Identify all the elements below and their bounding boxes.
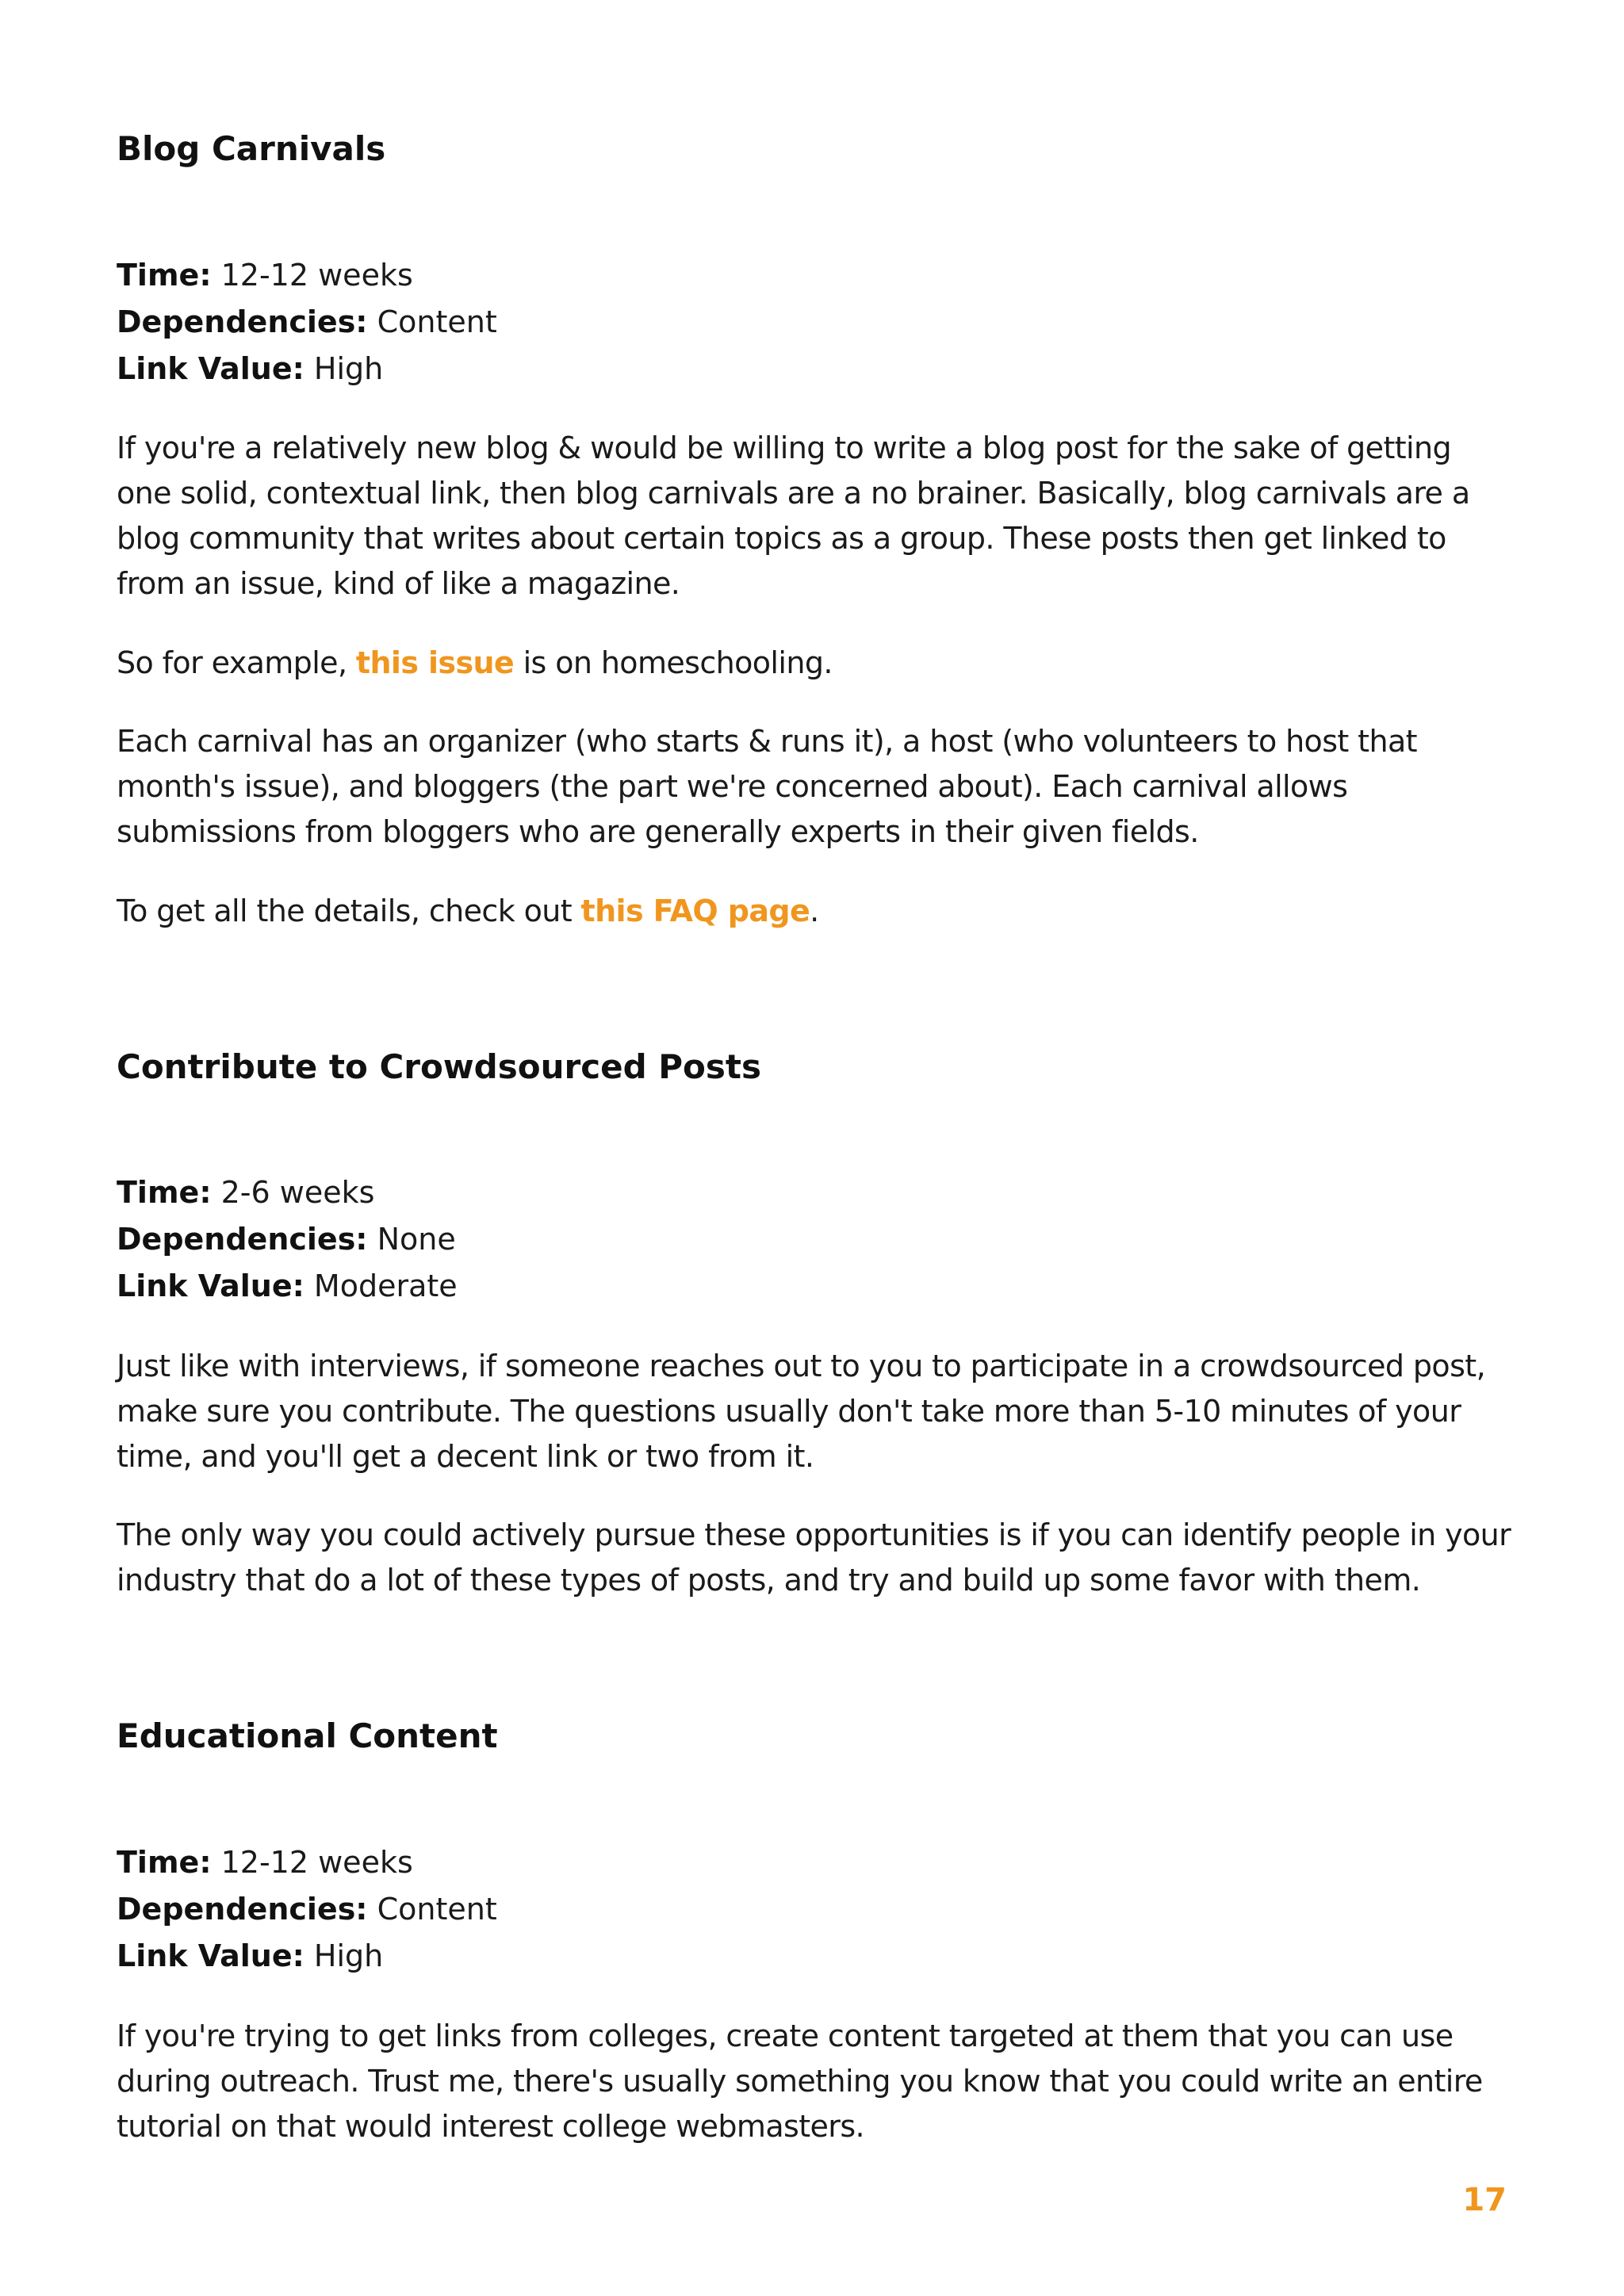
time-value: 12-12 weeks xyxy=(220,258,413,293)
link-value-label: Link Value: xyxy=(117,351,304,386)
section-meta xyxy=(117,252,497,392)
section-educational-content xyxy=(117,1714,1512,1758)
time-label: Time: xyxy=(117,1845,212,1880)
this-issue-link[interactable]: this issue xyxy=(355,645,515,680)
link-value-value: High xyxy=(313,351,384,386)
meta-dependencies xyxy=(117,1216,458,1263)
paragraph xyxy=(117,641,1512,686)
meta-dependencies xyxy=(117,1886,497,1933)
section-meta xyxy=(117,1839,497,1980)
paragraph: The only way you could actively pursue these opportunities is if you can identify people in your industry that do a lot of these types of posts, and try and build up some favor with them. xyxy=(117,1517,1511,1598)
paragraph: If you're trying to get links from colleges, create content targeted at them that you can use during outreach. Trust me, there's usually something you know that you could write an entire tutorial on that would interest college webmasters. xyxy=(117,2019,1483,2144)
dependencies-value: Content xyxy=(377,1892,497,1927)
paragraph: If you're a relatively new blog & would be willing to write a blog post for the sake of getting one solid, contextual link, then blog carnivals are a no brainer. Basically, blog carnivals are a blog community that writes about certain topics as a group. These posts then get linked to from an issue, kind of like a magazine. xyxy=(117,430,1470,601)
section-crowdsourced-posts xyxy=(117,1045,1512,1089)
dependencies-label: Dependencies: xyxy=(117,1892,368,1927)
link-value-label: Link Value: xyxy=(117,1938,304,1973)
section-heading: Educational Content xyxy=(117,1716,498,1755)
dependencies-label: Dependencies: xyxy=(117,304,368,339)
meta-time xyxy=(117,252,497,299)
meta-link-value xyxy=(117,1263,458,1310)
link-value-label: Link Value: xyxy=(117,1269,304,1303)
link-value-value: High xyxy=(313,1938,384,1973)
paragraph: Each carnival has an organizer (who starts & runs it), a host (who volunteers to host that month's issue), and bloggers (the part we're concerned about). Each carnival allows submissions from bloggers who are generally experts in their given fields. xyxy=(117,724,1417,849)
section-blog-carnivals xyxy=(117,127,1512,171)
meta-link-value xyxy=(117,1933,497,1980)
link-value-value: Moderate xyxy=(313,1269,458,1303)
meta-link-value xyxy=(117,346,497,392)
paragraph-text: So for example, xyxy=(117,645,356,680)
paragraph-text: . xyxy=(810,894,819,928)
time-value: 12-12 weeks xyxy=(220,1845,413,1880)
meta-dependencies xyxy=(117,299,497,346)
meta-time xyxy=(117,1839,497,1886)
section-heading: Blog Carnivals xyxy=(117,129,386,168)
page-number: 17 xyxy=(1462,2182,1507,2218)
paragraph: Just like with interviews, if someone reaches out to you to participate in a crowdsourced post, make sure you contribute. The questions usually don't take more than 5-10 minutes of your time, and you'll get a decent link or two from it. xyxy=(117,1349,1486,1474)
paragraph-text: is on homeschooling. xyxy=(514,645,833,680)
time-value: 2-6 weeks xyxy=(220,1175,375,1210)
faq-page-link[interactable]: this FAQ page xyxy=(580,894,810,928)
dependencies-value: Content xyxy=(377,304,497,339)
time-label: Time: xyxy=(117,258,212,293)
paragraph xyxy=(117,889,1512,934)
time-label: Time: xyxy=(117,1175,212,1210)
dependencies-value: None xyxy=(377,1222,456,1257)
paragraph-text: To get all the details, check out xyxy=(117,894,581,928)
dependencies-label: Dependencies: xyxy=(117,1222,368,1257)
section-meta xyxy=(117,1169,458,1310)
section-heading: Contribute to Crowdsourced Posts xyxy=(117,1047,761,1086)
meta-time xyxy=(117,1169,458,1216)
